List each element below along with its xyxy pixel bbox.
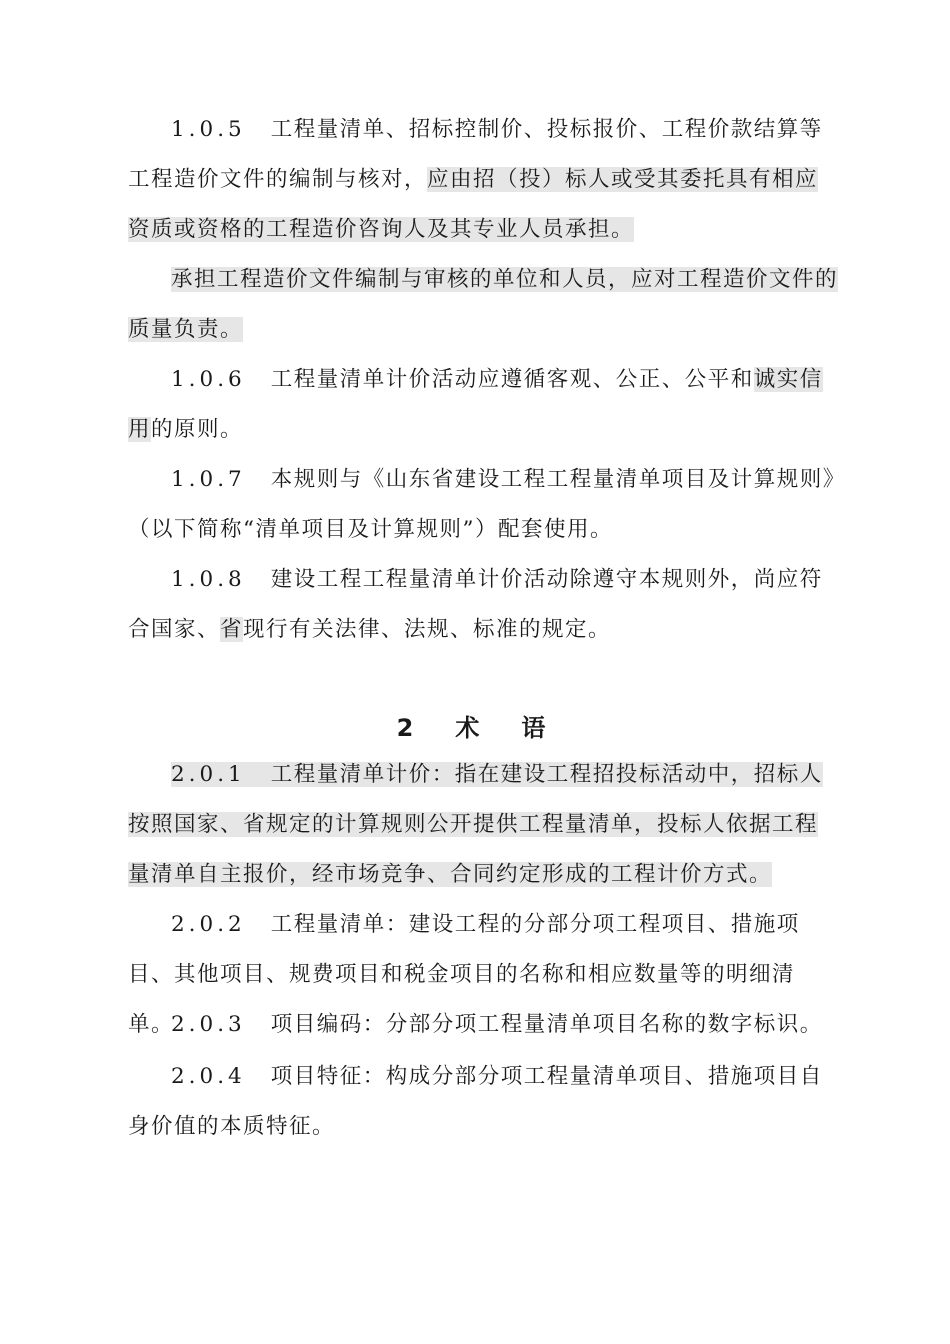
- clause-number: 1.0.6: [171, 367, 246, 392]
- highlighted-text: 承担工程造价文件编制与审核的单位和人员，应对工程造价文件的质量负责。: [128, 267, 839, 342]
- clause-number: 1.0.8: [171, 567, 246, 592]
- section-number: 2: [396, 714, 422, 742]
- highlighted-text: 省: [220, 617, 244, 642]
- term-text: 工程量清单计价：指在建设工程招投标活动中，招标人按照国家、省规定的计算规则公开提供工程量清单，投标人依据工程量清单自主报价，经市场竞争、合同约定形成的工程计价方式。: [128, 762, 823, 887]
- clause-1-0-8: [128, 555, 840, 655]
- section-title-char: 语: [521, 714, 554, 742]
- clause-text: 的原则。: [151, 417, 244, 442]
- highlighted-text: 咨询人及其专业人员承担。: [358, 217, 635, 242]
- term-number: 2.0.2: [171, 912, 246, 937]
- term-2-0-1: [128, 750, 840, 900]
- clause-text: 工程量清单、招标控制价、投标报价、工程价款结算等工程造价文件的编制与核对，: [128, 117, 823, 192]
- clause-1-0-5: [128, 105, 840, 255]
- clause-1-0-7: [128, 455, 840, 555]
- highlighted-text: 诚实信用: [128, 367, 823, 442]
- highlighted-text: [128, 762, 823, 887]
- clause-1-0-5-continued: [128, 255, 840, 355]
- clause-text: 现行有关法律、法规、标准的规定。: [243, 617, 612, 642]
- clause-text: 本规则与《山东省建设工程工程量清单项目及计算规则》（以下简称“清单项目及计算规则”）配套使用。: [128, 467, 835, 542]
- section-title-char: 术: [455, 714, 488, 742]
- clause-text: 工程量清单计价活动应遵循客观、公正、公平和: [270, 367, 754, 392]
- term-number: 2.0.3: [171, 1012, 246, 1037]
- clause-number: 1.0.7: [171, 467, 246, 492]
- section-heading: [0, 706, 950, 750]
- term-text: 项目特征：构成分部分项工程量清单项目、措施项目自身价值的本质特征。: [128, 1064, 823, 1139]
- clause-1-0-6: [128, 355, 840, 455]
- term-text: 工程量清单：建设工程的分部分项工程项目、措施项目、其他项目、规费项目和税金项目的名称和相应数量等的明细清单。: [128, 912, 800, 1037]
- term-number: 2.0.1: [171, 762, 246, 787]
- term-text: 项目编码：分部分项工程量清单项目名称的数字标识。: [270, 1012, 823, 1037]
- clause-number: 1.0.5: [171, 117, 246, 142]
- term-2-0-3: [128, 1000, 840, 1050]
- term-2-0-4: [128, 1052, 840, 1152]
- highlighted-text: 应由招（投）标人或受其委托具有相应资质或资格的工程造价: [128, 167, 819, 242]
- term-number: 2.0.4: [171, 1064, 246, 1089]
- clause-text: 建设工程工程量清单计价活动除遵守本规则外，尚应符合国家、: [128, 567, 823, 642]
